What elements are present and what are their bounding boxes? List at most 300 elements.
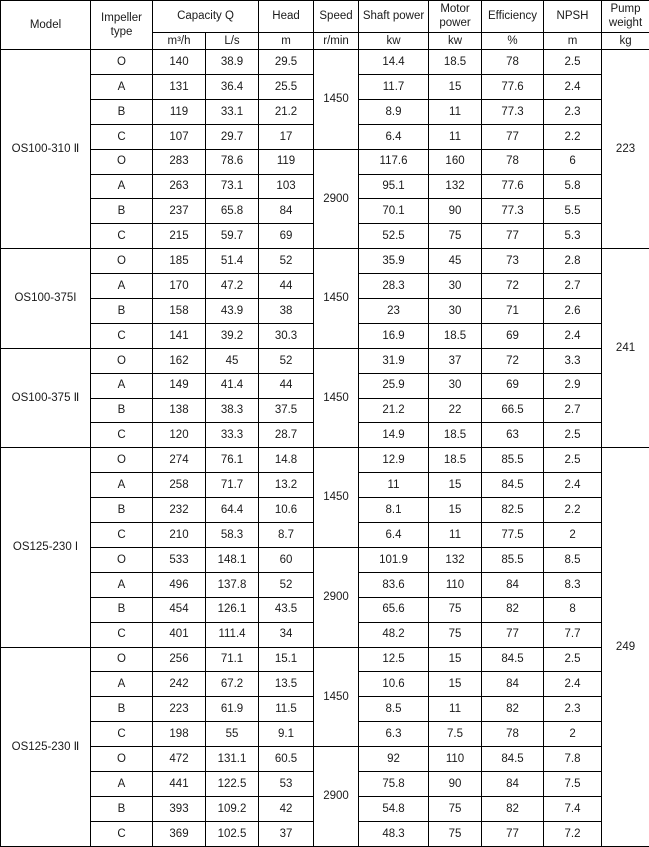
column-header-npsh: NPSH <box>544 1 602 33</box>
motor-power-cell: 15 <box>429 647 482 672</box>
model-name-cell: OS100-310 Ⅱ <box>1 50 91 249</box>
motor-power-line1: Motor <box>440 3 470 15</box>
efficiency-cell: 69 <box>482 373 544 398</box>
motor-power-cell: 75 <box>429 622 482 647</box>
unit-head: m <box>259 32 314 49</box>
head-cell: 34 <box>259 622 314 647</box>
unit-speed: r/min <box>314 32 359 49</box>
column-header-efficiency: Efficiency <box>482 1 544 33</box>
capacity-m3h-cell: 119 <box>153 99 206 124</box>
table-row <box>1 50 649 75</box>
speed-cell: 1450 <box>314 50 359 150</box>
column-header-model: Model <box>1 1 91 50</box>
efficiency-cell: 84.5 <box>482 647 544 672</box>
head-cell: 103 <box>259 174 314 199</box>
npsh-cell: 7.2 <box>544 821 602 846</box>
capacity-ls-cell: 73.1 <box>206 174 259 199</box>
impeller-type-cell: O <box>91 149 153 174</box>
unit-motor-power: kw <box>429 32 482 49</box>
capacity-ls-cell: 71.1 <box>206 647 259 672</box>
npsh-cell: 2 <box>544 722 602 747</box>
table-header <box>1 1 649 50</box>
shaft-power-cell: 101.9 <box>359 547 429 572</box>
shaft-power-cell: 11 <box>359 473 429 498</box>
model-name-cell: OS100-375I <box>1 249 91 349</box>
shaft-power-cell: 6.4 <box>359 523 429 548</box>
motor-power-cell: 132 <box>429 174 482 199</box>
shaft-power-cell: 28.3 <box>359 274 429 299</box>
efficiency-cell: 77 <box>482 622 544 647</box>
shaft-power-cell: 10.6 <box>359 672 429 697</box>
capacity-m3h-cell: 198 <box>153 722 206 747</box>
shaft-power-cell: 11.7 <box>359 75 429 100</box>
efficiency-cell: 77 <box>482 821 544 846</box>
speed-cell: 2900 <box>314 149 359 249</box>
head-cell: 60 <box>259 547 314 572</box>
npsh-cell: 2.8 <box>544 249 602 274</box>
efficiency-cell: 82 <box>482 697 544 722</box>
model-name-cell: OS125-230 I <box>1 448 91 647</box>
speed-cell: 1450 <box>314 647 359 747</box>
table-body <box>1 50 649 847</box>
capacity-ls-cell: 43.9 <box>206 299 259 324</box>
efficiency-cell: 84 <box>482 672 544 697</box>
capacity-m3h-cell: 258 <box>153 473 206 498</box>
capacity-m3h-cell: 232 <box>153 498 206 523</box>
npsh-cell: 2.7 <box>544 274 602 299</box>
shaft-power-cell: 8.9 <box>359 99 429 124</box>
head-cell: 52 <box>259 572 314 597</box>
unit-pump-weight: kg <box>602 32 649 49</box>
capacity-m3h-cell: 441 <box>153 771 206 796</box>
capacity-m3h-cell: 393 <box>153 796 206 821</box>
head-cell: 9.1 <box>259 722 314 747</box>
capacity-m3h-cell: 263 <box>153 174 206 199</box>
model-name-cell: OS100-375 Ⅱ <box>1 348 91 448</box>
capacity-m3h-cell: 141 <box>153 323 206 348</box>
npsh-cell: 8.5 <box>544 547 602 572</box>
table-row <box>1 249 649 274</box>
motor-power-cell: 110 <box>429 572 482 597</box>
impeller-type-cell: C <box>91 821 153 846</box>
impeller-type-cell: C <box>91 124 153 149</box>
impeller-type-cell: A <box>91 75 153 100</box>
motor-power-cell: 75 <box>429 224 482 249</box>
efficiency-cell: 84.5 <box>482 473 544 498</box>
motor-power-cell: 75 <box>429 821 482 846</box>
impeller-type-cell: C <box>91 423 153 448</box>
unit-capacity-m3h: m³/h <box>153 32 206 49</box>
capacity-ls-cell: 148.1 <box>206 547 259 572</box>
capacity-m3h-cell: 162 <box>153 348 206 373</box>
shaft-power-cell: 48.2 <box>359 622 429 647</box>
capacity-ls-cell: 47.2 <box>206 274 259 299</box>
capacity-ls-cell: 122.5 <box>206 771 259 796</box>
efficiency-cell: 85.5 <box>482 547 544 572</box>
table-row <box>1 149 649 174</box>
npsh-cell: 5.8 <box>544 174 602 199</box>
efficiency-cell: 82 <box>482 796 544 821</box>
pump-weight-cell: 223 <box>602 50 649 249</box>
capacity-ls-cell: 58.3 <box>206 523 259 548</box>
shaft-power-cell: 75.8 <box>359 771 429 796</box>
impeller-type-cell: O <box>91 647 153 672</box>
npsh-cell: 2.5 <box>544 50 602 75</box>
head-cell: 10.6 <box>259 498 314 523</box>
impeller-type-cell: O <box>91 747 153 772</box>
capacity-ls-cell: 36.4 <box>206 75 259 100</box>
impeller-type-cell: O <box>91 249 153 274</box>
impeller-type-line1: Impeller <box>101 11 142 24</box>
impeller-type-line2: type <box>110 26 133 39</box>
npsh-cell: 5.3 <box>544 224 602 249</box>
motor-power-cell: 7.5 <box>429 722 482 747</box>
capacity-ls-cell: 51.4 <box>206 249 259 274</box>
capacity-ls-cell: 29.7 <box>206 124 259 149</box>
head-cell: 28.7 <box>259 423 314 448</box>
shaft-power-cell: 14.4 <box>359 50 429 75</box>
capacity-ls-cell: 33.1 <box>206 99 259 124</box>
npsh-cell: 2.4 <box>544 323 602 348</box>
capacity-ls-cell: 59.7 <box>206 224 259 249</box>
shaft-power-cell: 25.9 <box>359 373 429 398</box>
motor-power-cell: 30 <box>429 274 482 299</box>
impeller-type-cell: O <box>91 448 153 473</box>
npsh-cell: 3.3 <box>544 348 602 373</box>
head-cell: 44 <box>259 274 314 299</box>
shaft-power-cell: 16.9 <box>359 323 429 348</box>
capacity-m3h-cell: 210 <box>153 523 206 548</box>
shaft-power-cell: 12.9 <box>359 448 429 473</box>
head-cell: 37.5 <box>259 398 314 423</box>
head-cell: 21.2 <box>259 99 314 124</box>
capacity-ls-cell: 64.4 <box>206 498 259 523</box>
head-cell: 60.5 <box>259 747 314 772</box>
shaft-power-cell: 6.4 <box>359 124 429 149</box>
table-row <box>1 747 649 772</box>
motor-power-cell: 160 <box>429 149 482 174</box>
impeller-type-cell: A <box>91 174 153 199</box>
speed-cell: 1450 <box>314 249 359 349</box>
shaft-power-cell: 23 <box>359 299 429 324</box>
impeller-type-cell: B <box>91 796 153 821</box>
speed-cell: 1450 <box>314 348 359 448</box>
efficiency-cell: 77.3 <box>482 199 544 224</box>
capacity-m3h-cell: 496 <box>153 572 206 597</box>
pump-weight-line1: Pump <box>610 3 641 15</box>
efficiency-cell: 77 <box>482 124 544 149</box>
impeller-type-cell: A <box>91 771 153 796</box>
capacity-ls-cell: 67.2 <box>206 672 259 697</box>
capacity-m3h-cell: 533 <box>153 547 206 572</box>
efficiency-cell: 84 <box>482 771 544 796</box>
efficiency-cell: 72 <box>482 274 544 299</box>
head-cell: 13.2 <box>259 473 314 498</box>
column-header-pump-weight <box>602 1 649 33</box>
motor-power-line2: power <box>439 17 471 30</box>
efficiency-cell: 77 <box>482 224 544 249</box>
efficiency-cell: 78 <box>482 149 544 174</box>
column-header-capacity-q: Capacity Q <box>153 1 259 33</box>
shaft-power-cell: 8.1 <box>359 498 429 523</box>
unit-shaft-power: kw <box>359 32 429 49</box>
capacity-ls-cell: 55 <box>206 722 259 747</box>
motor-power-cell: 45 <box>429 249 482 274</box>
header-row-group <box>1 1 649 33</box>
impeller-type-cell: B <box>91 99 153 124</box>
efficiency-cell: 77.6 <box>482 75 544 100</box>
head-cell: 37 <box>259 821 314 846</box>
efficiency-cell: 69 <box>482 323 544 348</box>
motor-power-cell: 75 <box>429 796 482 821</box>
speed-cell: 2900 <box>314 747 359 847</box>
capacity-m3h-cell: 369 <box>153 821 206 846</box>
pump-weight-line2: weight <box>608 17 643 30</box>
shaft-power-cell: 35.9 <box>359 249 429 274</box>
column-header-head: Head <box>259 1 314 33</box>
impeller-type-cell: A <box>91 373 153 398</box>
impeller-type-cell: C <box>91 224 153 249</box>
capacity-ls-cell: 33.3 <box>206 423 259 448</box>
npsh-cell: 2.5 <box>544 423 602 448</box>
capacity-ls-cell: 137.8 <box>206 572 259 597</box>
impeller-type-cell: B <box>91 697 153 722</box>
shaft-power-cell: 70.1 <box>359 199 429 224</box>
capacity-m3h-cell: 223 <box>153 697 206 722</box>
shaft-power-cell: 31.9 <box>359 348 429 373</box>
npsh-cell: 2.9 <box>544 373 602 398</box>
shaft-power-cell: 54.8 <box>359 796 429 821</box>
efficiency-cell: 66.5 <box>482 398 544 423</box>
head-cell: 11.5 <box>259 697 314 722</box>
head-cell: 42 <box>259 796 314 821</box>
motor-power-cell: 11 <box>429 697 482 722</box>
capacity-ls-cell: 71.7 <box>206 473 259 498</box>
motor-power-cell: 30 <box>429 299 482 324</box>
capacity-m3h-cell: 237 <box>153 199 206 224</box>
capacity-ls-cell: 126.1 <box>206 597 259 622</box>
motor-power-cell: 22 <box>429 398 482 423</box>
impeller-type-cell: A <box>91 572 153 597</box>
capacity-ls-cell: 41.4 <box>206 373 259 398</box>
npsh-cell: 2.2 <box>544 124 602 149</box>
npsh-cell: 2.5 <box>544 448 602 473</box>
head-cell: 14.8 <box>259 448 314 473</box>
motor-power-cell: 75 <box>429 597 482 622</box>
npsh-cell: 2.4 <box>544 75 602 100</box>
motor-power-cell: 11 <box>429 124 482 149</box>
pump-weight-cell: 249 <box>602 448 649 847</box>
capacity-ls-cell: 111.4 <box>206 622 259 647</box>
capacity-ls-cell: 102.5 <box>206 821 259 846</box>
motor-power-cell: 15 <box>429 75 482 100</box>
unit-capacity-ls: L/s <box>206 32 259 49</box>
motor-power-cell: 15 <box>429 672 482 697</box>
npsh-cell: 2.7 <box>544 398 602 423</box>
column-header-speed: Speed <box>314 1 359 33</box>
npsh-cell: 2.6 <box>544 299 602 324</box>
motor-power-cell: 18.5 <box>429 448 482 473</box>
unit-efficiency: % <box>482 32 544 49</box>
table-row <box>1 647 649 672</box>
head-cell: 25.5 <box>259 75 314 100</box>
motor-power-cell: 90 <box>429 771 482 796</box>
npsh-cell: 5.5 <box>544 199 602 224</box>
npsh-cell: 7.7 <box>544 622 602 647</box>
speed-cell: 2900 <box>314 547 359 647</box>
shaft-power-cell: 92 <box>359 747 429 772</box>
impeller-type-cell: B <box>91 199 153 224</box>
npsh-cell: 2 <box>544 523 602 548</box>
column-header-shaft-power: Shaft power <box>359 1 429 33</box>
motor-power-cell: 18.5 <box>429 423 482 448</box>
motor-power-cell: 30 <box>429 373 482 398</box>
npsh-cell: 2.5 <box>544 647 602 672</box>
capacity-m3h-cell: 170 <box>153 274 206 299</box>
head-cell: 53 <box>259 771 314 796</box>
shaft-power-cell: 117.6 <box>359 149 429 174</box>
shaft-power-cell: 83.6 <box>359 572 429 597</box>
shaft-power-cell: 21.2 <box>359 398 429 423</box>
efficiency-cell: 77.5 <box>482 523 544 548</box>
efficiency-cell: 82 <box>482 597 544 622</box>
shaft-power-cell: 95.1 <box>359 174 429 199</box>
capacity-m3h-cell: 131 <box>153 75 206 100</box>
impeller-type-cell: C <box>91 323 153 348</box>
head-cell: 38 <box>259 299 314 324</box>
efficiency-cell: 84.5 <box>482 747 544 772</box>
head-cell: 13.5 <box>259 672 314 697</box>
impeller-type-cell: B <box>91 597 153 622</box>
impeller-type-cell: B <box>91 299 153 324</box>
capacity-m3h-cell: 472 <box>153 747 206 772</box>
efficiency-cell: 78 <box>482 50 544 75</box>
motor-power-cell: 132 <box>429 547 482 572</box>
shaft-power-cell: 52.5 <box>359 224 429 249</box>
motor-power-cell: 37 <box>429 348 482 373</box>
efficiency-cell: 71 <box>482 299 544 324</box>
impeller-type-cell: C <box>91 622 153 647</box>
capacity-m3h-cell: 158 <box>153 299 206 324</box>
efficiency-cell: 82.5 <box>482 498 544 523</box>
capacity-m3h-cell: 149 <box>153 373 206 398</box>
capacity-m3h-cell: 107 <box>153 124 206 149</box>
capacity-m3h-cell: 283 <box>153 149 206 174</box>
head-cell: 17 <box>259 124 314 149</box>
capacity-ls-cell: 76.1 <box>206 448 259 473</box>
head-cell: 30.3 <box>259 323 314 348</box>
efficiency-cell: 78 <box>482 722 544 747</box>
npsh-cell: 7.4 <box>544 796 602 821</box>
npsh-cell: 7.5 <box>544 771 602 796</box>
capacity-m3h-cell: 401 <box>153 622 206 647</box>
efficiency-cell: 72 <box>482 348 544 373</box>
head-cell: 43.5 <box>259 597 314 622</box>
capacity-ls-cell: 38.9 <box>206 50 259 75</box>
head-cell: 84 <box>259 199 314 224</box>
motor-power-cell: 11 <box>429 99 482 124</box>
capacity-ls-cell: 65.8 <box>206 199 259 224</box>
efficiency-cell: 73 <box>482 249 544 274</box>
capacity-m3h-cell: 140 <box>153 50 206 75</box>
impeller-type-cell: C <box>91 722 153 747</box>
capacity-ls-cell: 78.6 <box>206 149 259 174</box>
head-cell: 44 <box>259 373 314 398</box>
npsh-cell: 7.8 <box>544 747 602 772</box>
capacity-ls-cell: 131.1 <box>206 747 259 772</box>
speed-cell: 1450 <box>314 448 359 548</box>
shaft-power-cell: 65.6 <box>359 597 429 622</box>
head-cell: 119 <box>259 149 314 174</box>
unit-npsh: m <box>544 32 602 49</box>
impeller-type-cell: O <box>91 50 153 75</box>
capacity-m3h-cell: 120 <box>153 423 206 448</box>
capacity-m3h-cell: 185 <box>153 249 206 274</box>
capacity-m3h-cell: 242 <box>153 672 206 697</box>
capacity-m3h-cell: 215 <box>153 224 206 249</box>
model-name-cell: OS125-230 Ⅱ <box>1 647 91 847</box>
npsh-cell: 2.4 <box>544 672 602 697</box>
shaft-power-cell: 12.5 <box>359 647 429 672</box>
capacity-ls-cell: 109.2 <box>206 796 259 821</box>
npsh-cell: 2.2 <box>544 498 602 523</box>
table-row <box>1 547 649 572</box>
motor-power-cell: 15 <box>429 473 482 498</box>
capacity-m3h-cell: 274 <box>153 448 206 473</box>
efficiency-cell: 85.5 <box>482 448 544 473</box>
capacity-m3h-cell: 256 <box>153 647 206 672</box>
head-cell: 69 <box>259 224 314 249</box>
head-cell: 52 <box>259 348 314 373</box>
shaft-power-cell: 6.3 <box>359 722 429 747</box>
motor-power-cell: 90 <box>429 199 482 224</box>
table-row <box>1 448 649 473</box>
efficiency-cell: 77.6 <box>482 174 544 199</box>
capacity-ls-cell: 38.3 <box>206 398 259 423</box>
impeller-type-cell: B <box>91 498 153 523</box>
motor-power-cell: 18.5 <box>429 50 482 75</box>
impeller-type-cell: A <box>91 274 153 299</box>
head-cell: 52 <box>259 249 314 274</box>
table-row <box>1 348 649 373</box>
impeller-type-cell: O <box>91 348 153 373</box>
impeller-type-cell: O <box>91 547 153 572</box>
column-header-impeller-type <box>91 1 153 50</box>
impeller-type-cell: A <box>91 473 153 498</box>
head-cell: 29.5 <box>259 50 314 75</box>
motor-power-cell: 11 <box>429 523 482 548</box>
pump-weight-cell: 241 <box>602 249 649 448</box>
motor-power-cell: 15 <box>429 498 482 523</box>
shaft-power-cell: 8.5 <box>359 697 429 722</box>
impeller-type-cell: B <box>91 398 153 423</box>
capacity-ls-cell: 39.2 <box>206 323 259 348</box>
efficiency-cell: 63 <box>482 423 544 448</box>
column-header-motor-power <box>429 1 482 33</box>
shaft-power-cell: 48.3 <box>359 821 429 846</box>
npsh-cell: 8.3 <box>544 572 602 597</box>
head-cell: 8.7 <box>259 523 314 548</box>
npsh-cell: 2.4 <box>544 473 602 498</box>
npsh-cell: 6 <box>544 149 602 174</box>
motor-power-cell: 110 <box>429 747 482 772</box>
capacity-ls-cell: 61.9 <box>206 697 259 722</box>
head-cell: 15.1 <box>259 647 314 672</box>
motor-power-cell: 18.5 <box>429 323 482 348</box>
npsh-cell: 8 <box>544 597 602 622</box>
npsh-cell: 2.3 <box>544 99 602 124</box>
capacity-ls-cell: 45 <box>206 348 259 373</box>
